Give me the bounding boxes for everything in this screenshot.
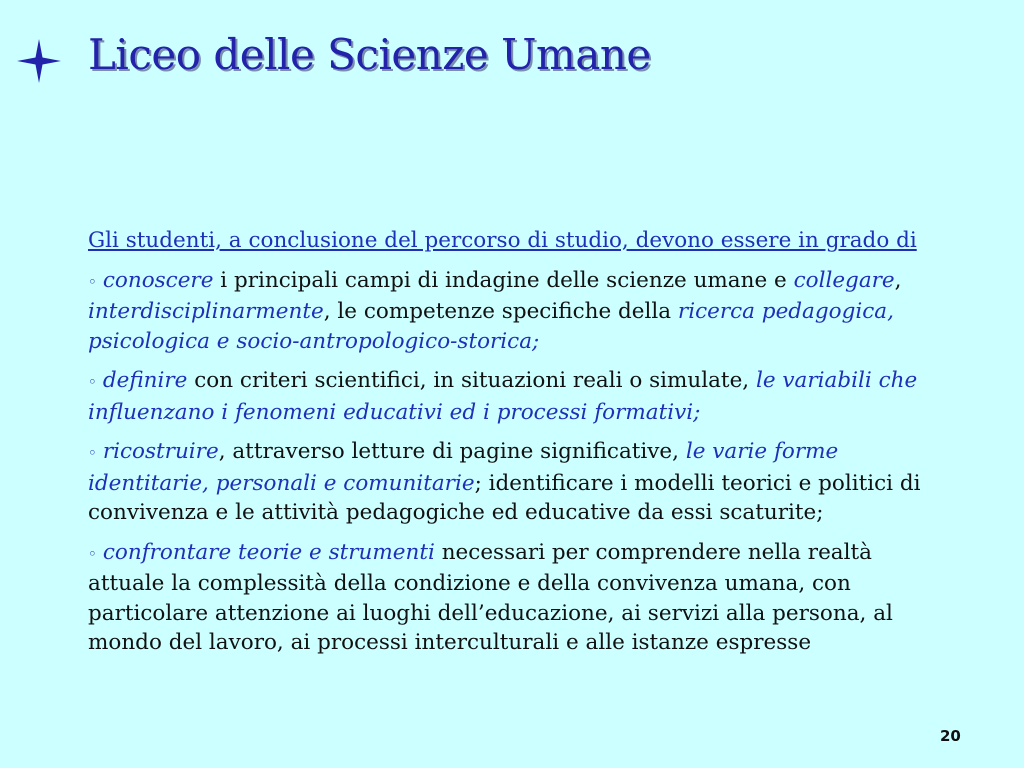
paragraph-text: i principali campi di indagine delle scienze umane e (213, 267, 794, 293)
paragraph-text: , le competenze specifiche della (323, 299, 678, 324)
keyword: ricostruire (102, 439, 219, 464)
bullet-icon: ◦ (88, 444, 97, 462)
keyword: ricerca pedagogica, psicologica e socio-antropologico-storica; (88, 299, 894, 354)
four-point-star-icon (15, 37, 63, 85)
intro-link[interactable]: Gli studenti, a conclusione del percorso di studio, devono essere in grado di (88, 228, 917, 253)
keyword: interdisciplinarmente (88, 299, 324, 324)
keyword: le varie forme identitarie, personali e comunitarie (88, 439, 839, 496)
keyword: conoscere (102, 267, 214, 293)
paragraph-text: , (894, 267, 902, 293)
paragraph-text: ; identificare i modelli teorici e politici di convivenza e le attività pedagogiche ed educative da essi scaturite; (88, 470, 921, 525)
page-number: 20 (940, 727, 961, 745)
paragraph-text: , attraverso letture di pagine significative, (218, 439, 686, 464)
keyword: definire (102, 368, 188, 393)
paragraph-definire (88, 366, 938, 427)
paragraph-ricostruire (88, 437, 938, 528)
keyword: le variabili che influenzano i fenomeni educativi ed i processi formativi; (88, 368, 918, 425)
intro-line (88, 226, 938, 256)
keyword: confrontare teorie e strumenti (102, 539, 435, 565)
paragraph-confrontare (88, 538, 938, 658)
bullet-icon: ◦ (88, 544, 97, 563)
bullet-icon: ◦ (88, 373, 97, 391)
slide-content (88, 226, 938, 668)
paragraph-text: con criteri scientifici, in situazioni reali o simulate, (187, 368, 756, 393)
slide-title: Liceo delle Scienze Umane (88, 30, 651, 79)
paragraph-conoscere (88, 266, 938, 357)
bullet-icon: ◦ (88, 272, 97, 291)
paragraph-text: necessari per comprendere nella realtà attuale la complessità della condizione e della convivenza umana, con particolare attenzione ai luoghi dell’educazione, ai servizi alla persona, al mondo del lavoro, ai processi interculturali e alle istanze espresse (88, 539, 893, 655)
keyword: collegare (793, 267, 895, 293)
